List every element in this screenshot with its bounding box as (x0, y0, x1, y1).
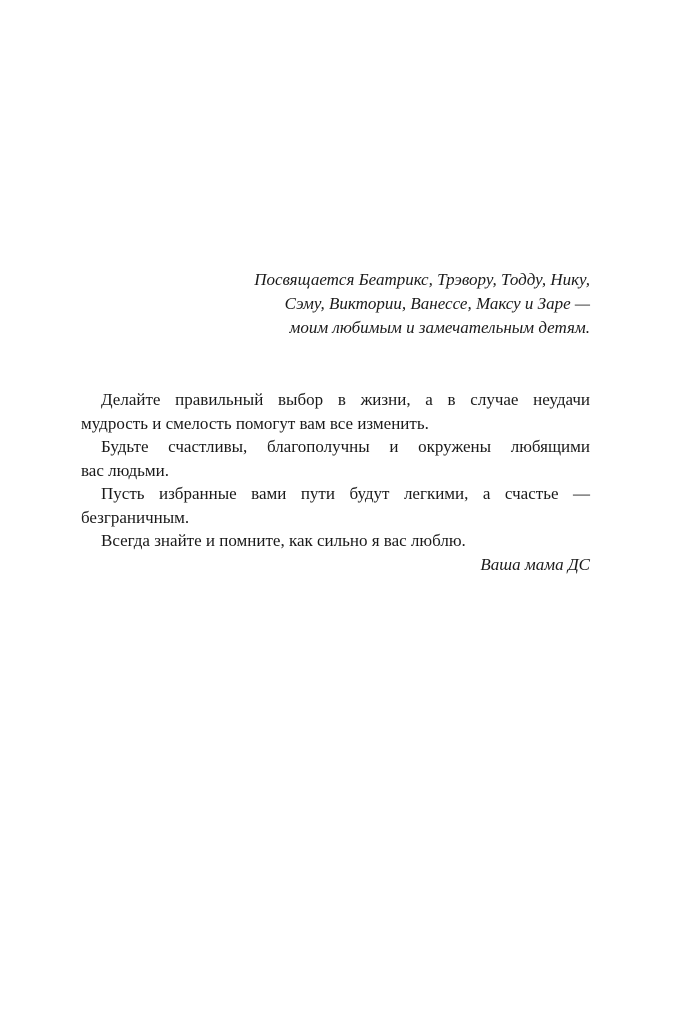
message-line: Будьте счастливы, благополучны и окружены любящими (101, 437, 590, 456)
dedication-block (110, 268, 590, 340)
message-paragraph (101, 529, 590, 553)
message-paragraph (81, 435, 590, 482)
message-line: безграничным. (81, 507, 190, 527)
message-block (81, 388, 590, 576)
message-line: вас людьми. (81, 460, 169, 480)
dedication-line: моим любимым и замечательным детям. (289, 318, 590, 337)
signature: Ваша мама ДС (480, 554, 590, 574)
dedication-line: Сэму, Виктории, Ванессе, Максу и Заре — (284, 294, 590, 313)
message-line: Пусть избранные вами пути будут легкими, а счастье — (101, 484, 590, 503)
message-paragraph (81, 388, 590, 435)
message-paragraph (81, 482, 590, 529)
dedication-line: Посвящается Беатрикс, Трэвору, Тодду, Нику, (254, 270, 590, 289)
message-line: Всегда знайте и помните, как сильно я вас люблю. (101, 531, 466, 550)
message-line: мудрость и смелость помогут вам все изменить. (81, 413, 429, 433)
message-line: Делайте правильный выбор в жизни, а в случае неудачи (101, 390, 590, 409)
